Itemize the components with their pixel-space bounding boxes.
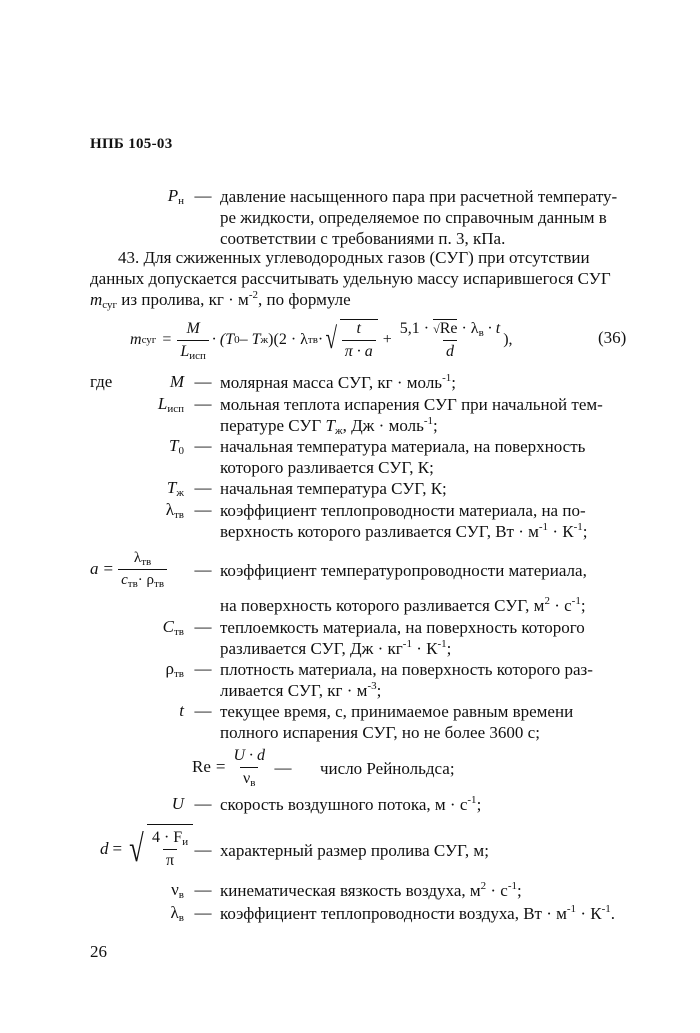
dash: — <box>274 758 292 777</box>
dash: — <box>194 478 212 497</box>
symbol-tzh: $T_ж$ <box>166 478 184 499</box>
dash: — <box>194 560 212 579</box>
where-label: где <box>90 372 113 391</box>
equation-number: (36) <box>598 328 627 347</box>
dash: — <box>194 500 212 519</box>
def-lambda-v: коэффициент теплопроводности воздуха, Вт · $м^{-1} \cdot К^{-1}$. <box>220 903 615 923</box>
symbol-lambda-tv: $\lambda_{тв}$ <box>165 500 184 521</box>
dash: — <box>194 659 212 678</box>
symbol-lambda-v: $\lambda_в$ <box>170 903 184 924</box>
def-nu-v: кинематическая вязкость воздуха, $м^2 \cdot с^{-1}$; <box>220 880 522 900</box>
page-number: 26 <box>90 942 107 961</box>
def-u: скорость воздушного потока, $м \cdot с^{-1}$; <box>220 794 482 814</box>
def-a-line1: коэффициент температуропроводности материала, <box>220 561 587 580</box>
paragraph-43: 43. Для сжиженных углеводородных газов (СУГ) при отсутствии данных допускается рассчитывать удельную массу испарившегося СУГ $m_{суг}$ из пролива, кг · $м^{-2}$, по формуле <box>90 248 611 311</box>
def-t0: начальная температура материала, на поверхность которого разливается СУГ, К; <box>220 437 586 477</box>
dash: — <box>194 701 212 720</box>
formula-d: d = √ $\frac{4 \cdot F_и}{\pi}$ <box>100 820 193 878</box>
def-lambda-tv: коэффициент теплопроводности материала, на по- верхность которого разливается СУГ, Вт · $м^{-1} \cdot К^{-1}$; <box>220 501 588 541</box>
def-a-line2: на поверхность которого разливается СУГ, $м^2 \cdot с^{-1}$; <box>220 595 586 615</box>
formula-re: Re = $\frac{U \cdot d}{\nu_в}$ <box>192 746 266 789</box>
def-rho-tv: плотность материала, на поверхность которого раз- ливается СУГ, кг · $м^{-3}$; <box>220 660 593 700</box>
symbol-u: U <box>171 794 184 813</box>
dash: — <box>194 794 212 813</box>
def-c-tv: теплоемкость материала, на поверхность которого разливается СУГ, Дж · $кг^{-1} \cdot К^{-1}$; <box>220 618 585 658</box>
dash: — <box>194 880 212 899</box>
def-l-isp: мольная теплота испарения СУГ при начальной тем- пературе СУГ $T_ж$, Дж · моль$^{-1}$; <box>220 395 603 437</box>
def-d: характерный размер пролива СУГ, м; <box>220 841 489 860</box>
formula-36: m суг = $\frac{M}{L_{исп}}$ · (T 0 – T ж )(2 · λ тв · √ $\frac{t}{\pi \cdot a}$ + $\frac{5,1 \cdot √Re \cdot \lambda_в \cdot t}{d}$ ), <box>130 319 513 362</box>
symbol-rho-tv: $\rho_{тв}$ <box>165 659 184 680</box>
formula-a: a = $\frac{\lambda_{тв}}{c_{тв}\cdot \rho_{тв}}$ <box>90 544 167 594</box>
dash: — <box>194 394 212 413</box>
dash: — <box>194 186 212 205</box>
fraction-reynolds-term: $\frac{5,1 \cdot √Re \cdot \lambda_в \cdot t}{d}$ <box>399 319 501 360</box>
symbol-l-isp: $L_{исп}$ <box>157 394 184 415</box>
symbol-pn: $P_н$ <box>167 186 184 207</box>
def-tzh: начальная температура СУГ, К; <box>220 479 447 498</box>
dash: — <box>194 436 212 455</box>
symbol-t: t <box>179 701 184 720</box>
symbol-c-tv: $C_{тв}$ <box>162 617 184 638</box>
def-m: молярная масса СУГ, кг · моль$^{-1}$; <box>220 372 456 392</box>
fraction-m-over-l: $\frac{M}{L_{исп}}$ <box>177 320 209 361</box>
def-re: число Рейнольдса; <box>320 759 455 778</box>
symbol-t0: $T_0$ <box>169 436 184 457</box>
sqrt-t-over-pi-a: √ $\frac{t}{\pi \cdot a}$ <box>323 319 377 361</box>
symbol-m: M <box>169 372 184 391</box>
document-header: НПБ 105-03 <box>90 136 173 152</box>
symbol-nu-v: $\nu_в$ <box>171 880 184 901</box>
dash: — <box>194 617 212 636</box>
def-t: текущее время, с, принимаемое равным времени полного испарения СУГ, но не более 3600 с; <box>220 702 574 742</box>
dash: — <box>194 903 212 922</box>
dash: — <box>194 372 212 391</box>
pn-definition: давление насыщенного пара при расчетной температу- ре жидкости, определяемое по справочным данным в соответствии с требованиями п. 3, кПа. <box>220 187 618 248</box>
dash: — <box>194 840 212 859</box>
